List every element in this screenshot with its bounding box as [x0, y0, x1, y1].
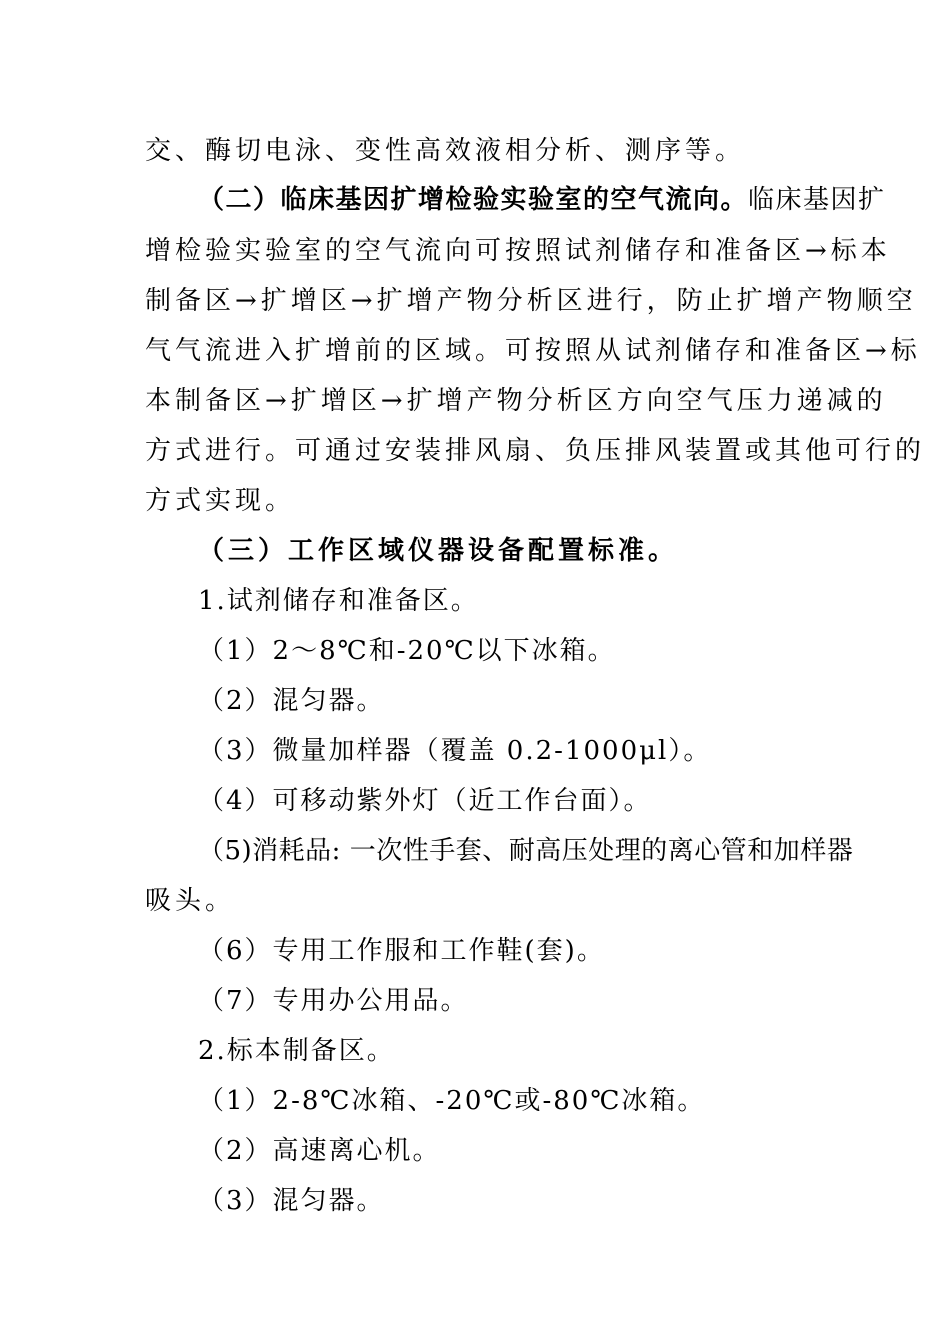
- section-3-heading: （三）工作区域仪器设备配置标准。: [198, 536, 679, 566]
- text-line: 气气流进入扩增前的区域。可按照从试剂储存和准备区→标: [145, 336, 921, 366]
- section-2-paragraph: [198, 185, 886, 215]
- list-item: （3）微量加样器（覆盖 0.2-1000μl）。: [198, 736, 712, 766]
- list-item: （2）高速离心机。: [198, 1136, 441, 1166]
- text-line: 方式进行。可通过安装排风扇、负压排风装置或其他可行的: [145, 436, 926, 466]
- list-item: （6）专用工作服和工作鞋(套)。: [198, 936, 605, 966]
- list-item: （1）2～8℃和-20℃以下冰箱。: [198, 636, 616, 666]
- list-item: （5)消耗品: 一次性手套、耐高压处理的离心管和加样器: [198, 836, 854, 866]
- list-item: （3）混匀器。: [198, 1186, 385, 1216]
- list-item: （7）专用办公用品。: [198, 986, 469, 1016]
- list-item-continuation: 吸头。: [145, 886, 236, 916]
- text-line: 增检验实验室的空气流向可按照试剂储存和准备区→标本: [145, 236, 891, 266]
- text-line: 制备区→扩增区→扩增产物分析区进行，防止扩增产物顺空: [145, 286, 917, 316]
- section-2-heading: （二）临床基因扩增检验实验室的空气流向。: [198, 185, 749, 215]
- list-item: （4）可移动紫外灯（近工作台面）。: [198, 786, 652, 816]
- text-line: 方式实现。: [145, 486, 296, 516]
- text-line: 交、酶切电泳、变性高效液相分析、测序等。: [145, 136, 746, 166]
- text-line: 本制备区→扩增区→扩增产物分析区方向空气压力递减的: [145, 386, 887, 416]
- subsection-heading: 2.标本制备区。: [198, 1036, 395, 1066]
- list-item: （2）混匀器。: [198, 686, 385, 716]
- section-2-text-start: 临床基因扩: [748, 185, 886, 215]
- subsection-heading: 1.试剂储存和准备区。: [198, 586, 479, 616]
- list-item: （1）2-8℃冰箱、-20℃或-80℃冰箱。: [198, 1086, 706, 1116]
